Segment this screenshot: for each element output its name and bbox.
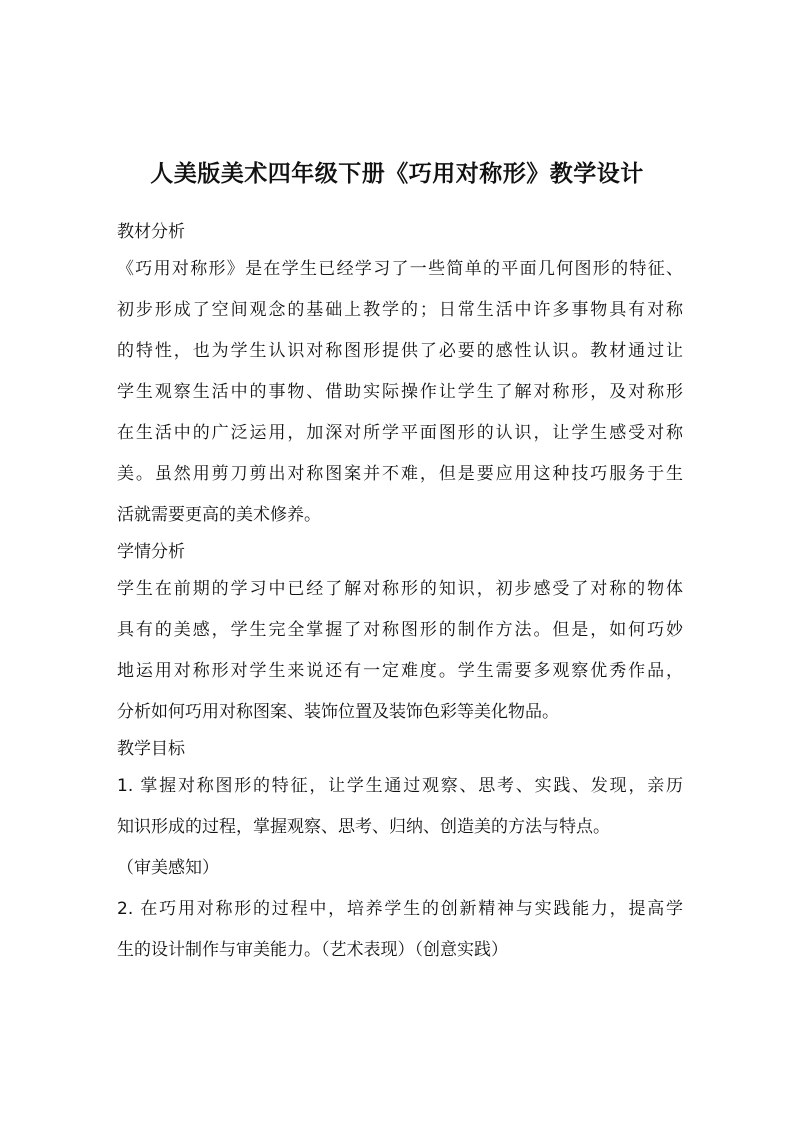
- section-heading-student-analysis: 学情分析: [117, 542, 185, 562]
- objective-line: 1. 掌握对称图形的特征，让学生通过观察、思考、实践、发现，亲历: [117, 776, 683, 796]
- paragraph-line: 的特性，也为学生认识对称图形提供了必要的感性认识。教材通过让: [117, 341, 683, 361]
- paragraph-line: 学生在前期的学习中已经了解对称形的知识，初步感受了对称的物体: [117, 579, 683, 599]
- objective-line: 知识形成的过程，掌握观察、思考、归纳、创造美的方法与特点。: [117, 817, 610, 837]
- paragraph-line: 活就需要更高的美术修养。: [117, 505, 321, 525]
- paragraph-line: 美。虽然用剪刀剪出对称图案并不难，但是要应用这种技巧服务于生: [117, 464, 683, 484]
- paragraph-line: 在生活中的广泛运用，加深对所学平面图形的认识，让学生感受对称: [117, 423, 683, 443]
- section-heading-teaching-objectives: 教学目标: [117, 739, 185, 759]
- paragraph-line: 《巧用对称形》是在学生已经学习了一些简单的平面几何图形的特征、: [117, 259, 683, 279]
- objective-line: 生的设计制作与审美能力。（艺术表现）（创意实践）: [117, 940, 508, 960]
- paragraph-line: 地运用对称形对学生来说还有一定难度。学生需要多观察优秀作品，: [117, 661, 683, 681]
- objective-line: 2. 在巧用对称形的过程中，培养学生的创新精神与实践能力，提高学: [117, 899, 683, 919]
- paragraph-line: 分析如何巧用对称图案、装饰位置及装饰色彩等美化物品。: [117, 702, 559, 722]
- paragraph-line: 具有的美感，学生完全掌握了对称图形的制作方法。但是，如何巧妙: [117, 620, 683, 640]
- paragraph-line: 学生观察生活中的事物、借助实际操作让学生了解对称形，及对称形: [117, 382, 683, 402]
- section-heading-textbook-analysis: 教材分析: [117, 222, 185, 242]
- document-title: 人美版美术四年级下册《巧用对称形》教学设计: [150, 161, 644, 187]
- paragraph-line: 初步形成了空间观念的基础上教学的；日常生活中许多事物具有对称: [117, 300, 683, 320]
- document-body: [117, 216, 683, 971]
- objective-line: （审美感知）: [117, 858, 219, 878]
